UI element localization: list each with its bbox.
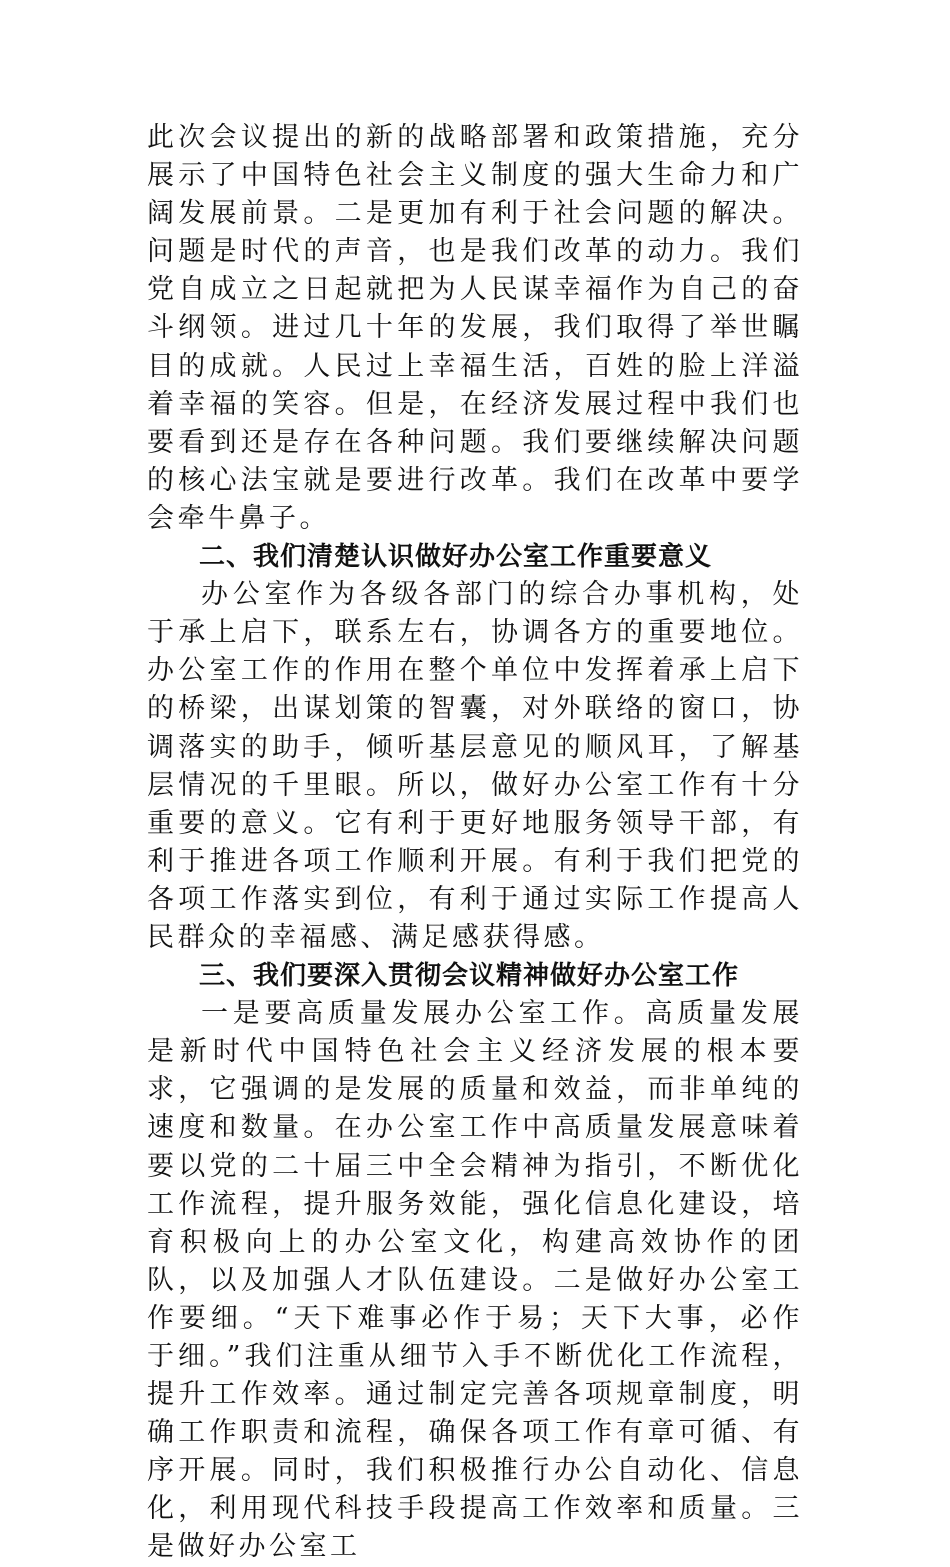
paragraph-continuation: 此次会议提出的新的战略部署和政策措施，充分展示了中国特色社会主义制度的强大生命力和广阔发展前景。二是更加有利于社会问题的解决。问题是时代的声音，也是我们改革的动力。我们党自成立之日起就把为人民谋幸福作为自己的奋斗纲领。进过几十年的发展，我们取得了举世瞩目的成就。人民过上幸福生活，百姓的脸上洋溢着幸福的笑容。但是，在经济发展过程中我们也要看到还是存在各种问题。我们要继续解决问题的核心法宝就是要进行改革。我们在改革中要学会牵牛鼻子。 xyxy=(147,122,803,534)
section-heading-2: 二、我们清楚认识做好办公室工作重要意义 xyxy=(199,542,713,573)
paragraph-section-2: 办公室作为各级各部门的综合办事机构，处于承上启下，联系左右，协调各方的重要地位。办公室工作的作用在整个单位中发挥着承上启下的桥梁，出谋划策的智囊，对外联络的窗口，协调落实的助手，倾听基层意见的顺风耳，了解基层情况的千里眼。所以，做好办公室工作有十分重要的意义。它有利于更好地服务领导干部，有利于推进各项工作顺利开展。有利于我们把党的各项工作落实到位，有利于通过实际工作提高人民群众的幸福感、满足感获得感。 xyxy=(147,579,803,953)
paragraph-section-3: 一是要高质量发展办公室工作。高质量发展是新时代中国特色社会主义经济发展的根本要求，它强调的是发展的质量和效益，而非单纯的速度和数量。在办公室工作中高质量发展意味着要以党的二十届三中全会精神为指引，不断优化工作流程，提升服务效能，强化信息化建设，培育积极向上的办公室文化，构建高效协作的团队，以及加强人才队伍建设。二是做好办公室工作要细。“天下难事必作于易；天下大事，必作于细。”我们注重从细节入手不断优化工作流程，提升工作效率。通过制定完善各项规章制度，明确工作职责和流程，确保各项工作有章可循、有序开展。同时，我们积极推行办公自动化、信息化，利用现代科技手段提高工作效率和质量。三是做好办公室工 xyxy=(147,998,803,1563)
document-body xyxy=(147,119,803,1567)
section-heading-3: 三、我们要深入贯彻会议精神做好办公室工作 xyxy=(199,961,740,992)
